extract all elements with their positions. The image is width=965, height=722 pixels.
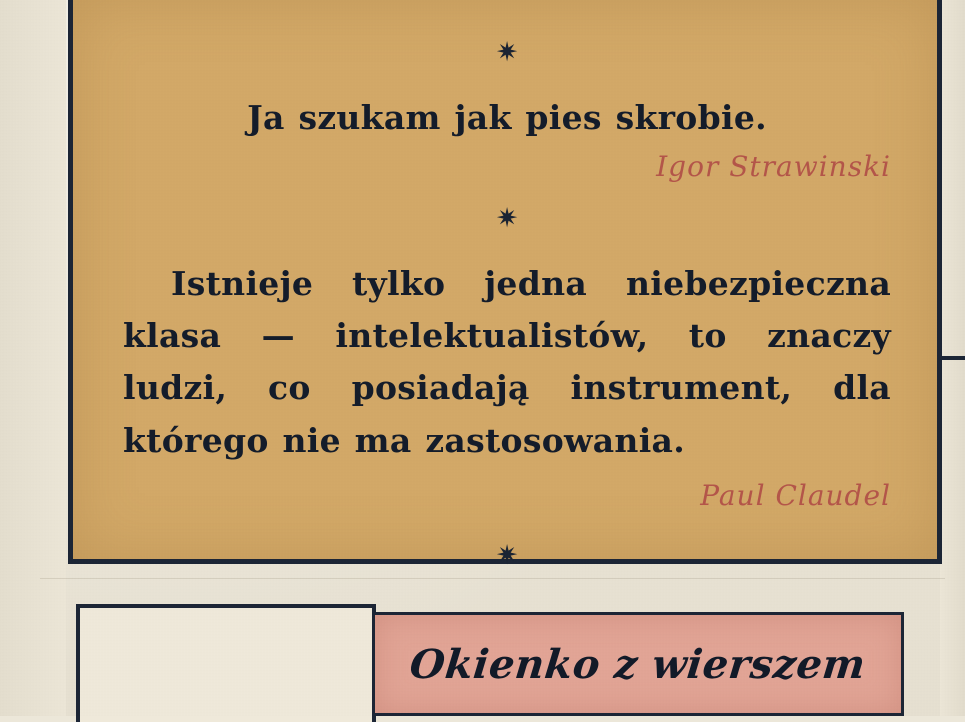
page-faint-rule [40, 578, 945, 579]
quote-text-1: Ja szukam jak pies skrobie. [247, 98, 767, 137]
poem-window-box [372, 612, 904, 716]
bottom-left-frame [76, 604, 376, 722]
quotation-box-content [73, 0, 937, 570]
quote-author-1: Igor Strawinski [656, 150, 891, 184]
quotation-box [68, 0, 942, 570]
asterisk-separator-top: ✷ [495, 37, 519, 67]
quote-author-2: Paul Claudel [700, 478, 891, 512]
quote-text-2: Istnieje tylko jedna niebezpieczna klasa — intelektualistów, to znaczy ludzi, co posiadają instrument, dla którego nie ma zastosowania. [123, 264, 891, 460]
page-left-margin [0, 0, 66, 716]
poem-window-title: Okienko z wierszem [407, 640, 869, 688]
asterisk-separator-middle: ✷ [495, 203, 519, 234]
asterisk-separator-bottom: ✷ [495, 539, 519, 570]
